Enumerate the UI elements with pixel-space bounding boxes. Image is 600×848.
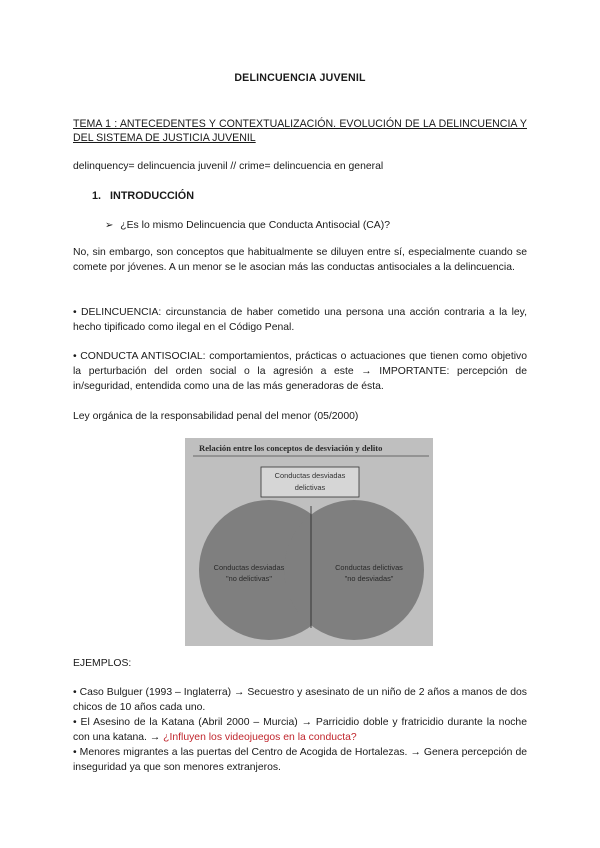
law-reference: Ley orgánica de la responsabilidad penal del menor (05/2000) — [73, 411, 359, 422]
arrow-bullet-icon: ➢ — [105, 220, 114, 231]
example-katana-highlight: ¿Influyen los videojuegos en la conducta? — [163, 731, 357, 743]
glossary-line: delinquency= delincuencia juvenil // crime= delincuencia en general — [73, 161, 384, 172]
venn-figure — [185, 438, 433, 646]
example-katana-text: • El Asesino de la Katana (Abril 2000 – Murcia) → Parricidio doble y fratricidio durante la noche con una katana. → — [73, 717, 527, 743]
question-text: ¿Es lo mismo Delincuencia que Conducta Antisocial (CA)? — [120, 220, 390, 231]
intro-paragraph: No, sin embargo, son conceptos que habitualmente se diluyen entre sí, especialmente cuando se comete por jóvenes. A un menor se le asocian más las conductas antisociales a la delincuencia. — [73, 247, 527, 273]
intersection-label-line2: delictivas — [294, 483, 326, 492]
left-circle-label-line2: "no delictivas" — [226, 574, 272, 583]
definition-delincuencia: • DELINCUENCIA: circunstancia de haber cometido una persona una acción contraria a la ley, hecho tipificado como ilegal en el Código Penal. — [73, 307, 527, 333]
example-hortaleza: • Menores migrantes a las puertas del Centro de Acogida de Hortalezas. → Genera percepción de inseguridad ya que son menores extranjeros. — [73, 747, 527, 773]
examples-heading: EJEMPLOS: — [73, 658, 132, 669]
example-bulger: • Caso Bulguer (1993 – Inglaterra) → Secuestro y asesinato de un niño de 2 años a manos de dos chicos de 10 años cada uno. — [73, 687, 527, 713]
section-heading — [92, 189, 194, 204]
venn-diagram — [185, 438, 433, 646]
right-circle-label-line1: Conductas delictivas — [335, 563, 403, 572]
topic-heading: TEMA 1 : ANTECEDENTES Y CONTEXTUALIZACIÓN. EVOLUCIÓN DE LA DELINCUENCIA Y DEL SISTEMA DE JUSTICIA JUVENIL — [73, 118, 527, 144]
figure-title: Relación entre los conceptos de desviación y delito — [199, 443, 383, 453]
section-label: INTRODUCCIÓN — [110, 190, 194, 202]
intersection-label-line1: Conductas desviadas — [274, 471, 346, 480]
right-circle-label-line2: "no desviadas" — [344, 574, 394, 583]
definition-conducta-antisocial: • CONDUCTA ANTISOCIAL: comportamientos, prácticas o actuaciones que tienen como objetivo la perturbación del orden social o la agresión a este → IMPORTANTE: percepción de in/seguridad, entendida como una de las más generadoras de ésta. — [73, 351, 527, 392]
question-line — [105, 219, 525, 234]
section-number: 1. — [92, 190, 102, 202]
document-title: DELINCUENCIA JUVENIL — [234, 72, 366, 84]
left-circle-label-line1: Conductas desviadas — [213, 563, 285, 572]
example-katana — [73, 716, 527, 746]
